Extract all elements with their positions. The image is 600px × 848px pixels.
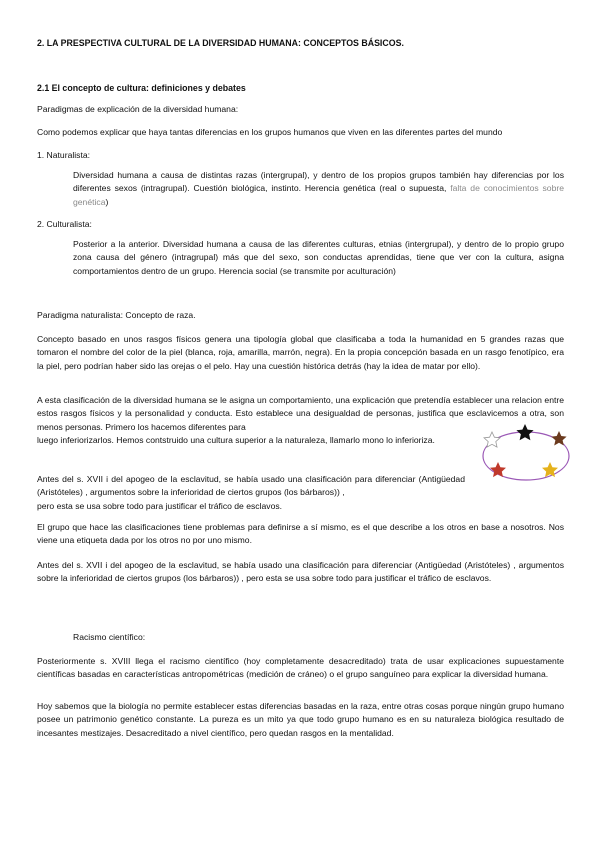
section-heading: 2. LA PRESPECTIVA CULTURAL DE LA DIVERSIDAD HUMANA: CONCEPTOS BÁSICOS.: [37, 38, 404, 48]
racismo-paragraph: Posteriormente s. XVIII llega el racismo científico (hoy completamente desacreditado) trata de usar explicaciones supuestamente científicas basadas en características antropométricas (medición de cráneo) o el grupo sanguíneo para explicar la diversidad humana.: [37, 656, 564, 680]
naturalista-gray-text: falta de conocimientos sobre genética: [73, 183, 564, 207]
naturalista-end: ): [105, 196, 109, 207]
naturalista-text: Diversidad humana a causa de distintas razas (intergrupal), y dentro de los propios grupos también hay diferencias por los diferentes sexos (intragrupal). Cuestión biológica, instinto. Herencia genética (real o supuesta,: [73, 170, 564, 194]
antes-repeat-paragraph: Antes del s. XVII i del apogeo de la esclavitud, se había usado una clasificación para diferenciar (Antigüedad (Aristóteles) , argumentos sobre la inferioridad de ciertos grupos (los bárbaros)) , pero esta se usa sobre todo para justificar el tráfico de esclavos.: [37, 560, 564, 584]
grupo-paragraph: El grupo que hace las clasificaciones tiene problemas para definirse a sí mismo, es el que describe a los otros en base a nosotros. Nos viene una etiqueta dada por los otros no por uno mismo.: [37, 522, 564, 546]
five-colored-stars-illustration: [478, 422, 574, 490]
concepto-paragraph: Concepto basado en unos rasgos físicos genera una tipología global que clasificaba a toda la humanidad en 5 grandes razas que tomaron el nombre del color de la piel (blanca, roja, amarilla, marrón, negra). En la propia concepción basada en un rasgo fenotípico, era la piel, pero podrían haber sido las orejas o el pelo. Hay una cuestión histórica detrás (hay la idea de matar por ello).: [37, 334, 564, 371]
hoy-paragraph: Hoy sabemos que la biología no permite establecer estas diferencias basadas en la raza, entre otras cosas porque ningún grupo humano posee un patrimonio genético constante. La pureza es un mito ya que todo grupo humano es en su naturaleza biológica resultado de incesantes mestizajes. Desacreditado a nivel científico, pero quedan rasgos en la mentalidad.: [37, 701, 564, 738]
clasificacion-paragraph-1: A esta clasificación de la diversidad humana se le asigna un comportamiento, una explicación que pretendía establecer una relacion entre estos rasgos físicos y la personalidad y conducta. Esto establece una desigualdad de personas, justifica que esclavicemos a otra, son menos personas. Primero los hacemos diferentes para: [37, 395, 564, 432]
yellow-star: [542, 462, 558, 477]
antes-text-1: Antes del s. XVII i del apogeo de la esclavitud, se había usado una clasificación para diferenciar (Antigüedad (Aristóteles) , argumentos sobre la inferioridad de ciertos grupos (los bárbaros)) ,: [37, 474, 465, 498]
paradigmas-question: Como podemos explicar que haya tantas diferencias en los grupos humanos que viven en las diferentes partes del mundo: [37, 127, 503, 137]
antes-paragraph: [37, 473, 465, 513]
paradigma-naturalista-title: Paradigma naturalista: Concepto de raza.: [37, 310, 196, 320]
clasificacion-paragraph-2: luego inferiorizarlos. Hemos contstruido una cultura superior a la naturaleza, llamarlo mono lo inferioriza.: [37, 435, 435, 445]
black-star: [516, 424, 533, 440]
white-star: [484, 432, 500, 447]
culturalista-label: 2. Culturalista:: [37, 219, 92, 229]
subsection-heading: 2.1 El concepto de cultura: definiciones y debates: [37, 83, 246, 93]
naturalista-paragraph: [73, 169, 564, 209]
paradigmas-title: Paradigmas de explicación de la diversidad humana:: [37, 104, 239, 114]
brown-star: [551, 431, 566, 446]
naturalista-label: 1. Naturalista:: [37, 150, 91, 160]
antes-text-2: pero esta se usa sobre todo para justificar el tráfico de esclavos.: [37, 500, 283, 511]
culturalista-paragraph: Posterior a la anterior. Diversidad humana a causa de las diferentes culturas, etnias (intergrupal), y dentro de lo propio grupo zona causa del género (intragrupal) más que del sexo, son conductas aprendidas, tiene que ver con la cultura, asigna comportamientos dentro de un grupo. Herencia social (se transmite por aculturación): [73, 239, 564, 276]
racismo-title: Racismo científico:: [73, 632, 146, 642]
